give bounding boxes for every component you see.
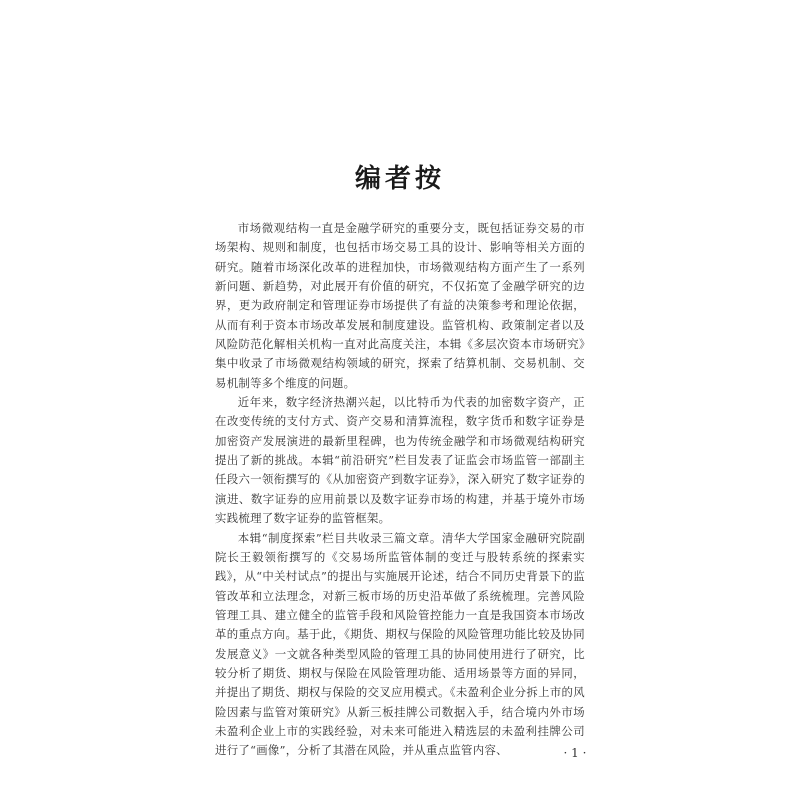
paragraph-1: 市场微观结构一直是金融学研究的重要分支，既包括证券交易的市场架构、规则和制度，也包括市场交易工具的设计、影响等相关方面的研究。随着市场深化改革的进程加快，市场微观结构方面产生了一系列新问题、新趋势，对此展开有价值的研究，不仅拓宽了金融学研究的边界，更为政府制定和管理证券市场提供了有益的决策参考和理论依据，从而有利于资本市场改革发展和制度建设。监管机构、政策制定者以及风险防范化解相关机构一直对此高度关注，本辑《多层次资本市场研究》集中收录了市场微观结构领域的研究，探索了结算机制、交易机制、交易机制等多个维度的问题。 — [215, 221, 585, 390]
body-text — [215, 219, 585, 761]
paragraph-3: 本辑“制度探索”栏目共收录三篇文章。清华大学国家金融研究院副院长王毅领衔撰写的《交易场所监管体制的变迁与股转系统的探索实践》，从“中关村试点”的提出与实施展开论述，结合不同历史背景下的监管改革和立法理念，对新三板市场的历史沿革做了系统梳理。完善风险管理工具、建立健全的监管手段和风险管控能力一直是我国资本市场改革的重点方向。基于此，《期货、期权与保险的风险管理功能比较及协同发展意义》一文就各种类型风险的管理工具的协同使用进行了研究，比较分析了期货、期权与保险在风险管理功能、适用场景等方面的异同，并提出了期货、期权与保险的交叉应用模式。《未盈利企业分拆上市的风险因素与监管对策研究》从新三板挂牌公司数据入手，结合境内外市场未盈利企业上市的实践经验，对未来可能进入精选层的未盈利挂牌公司进行了“画像”，分析了其潜在风险，并从重点监管内容、 — [215, 530, 585, 758]
paragraph-2: 近年来，数字经济热潮兴起，以比特币为代表的加密数字资产，正在改变传统的支付方式、资产交易和清算流程，数字货币和数字证券是加密资产发展演进的最新里程碑，也为传统金融学和市场微观结构研究提出了新的挑战。本辑“前沿研究”栏目发表了证监会市场监管一部副主任段六一领衔撰写的《从加密资产到数字证券》，深入研究了数字证券的演进、数字证券的应用前景以及数字证券市场的构建，并基于境外市场实践梳理了数字证券的监管框架。 — [215, 395, 585, 526]
page-title: 编者按 — [354, 164, 445, 194]
page-number: · 1 · — [563, 746, 587, 760]
